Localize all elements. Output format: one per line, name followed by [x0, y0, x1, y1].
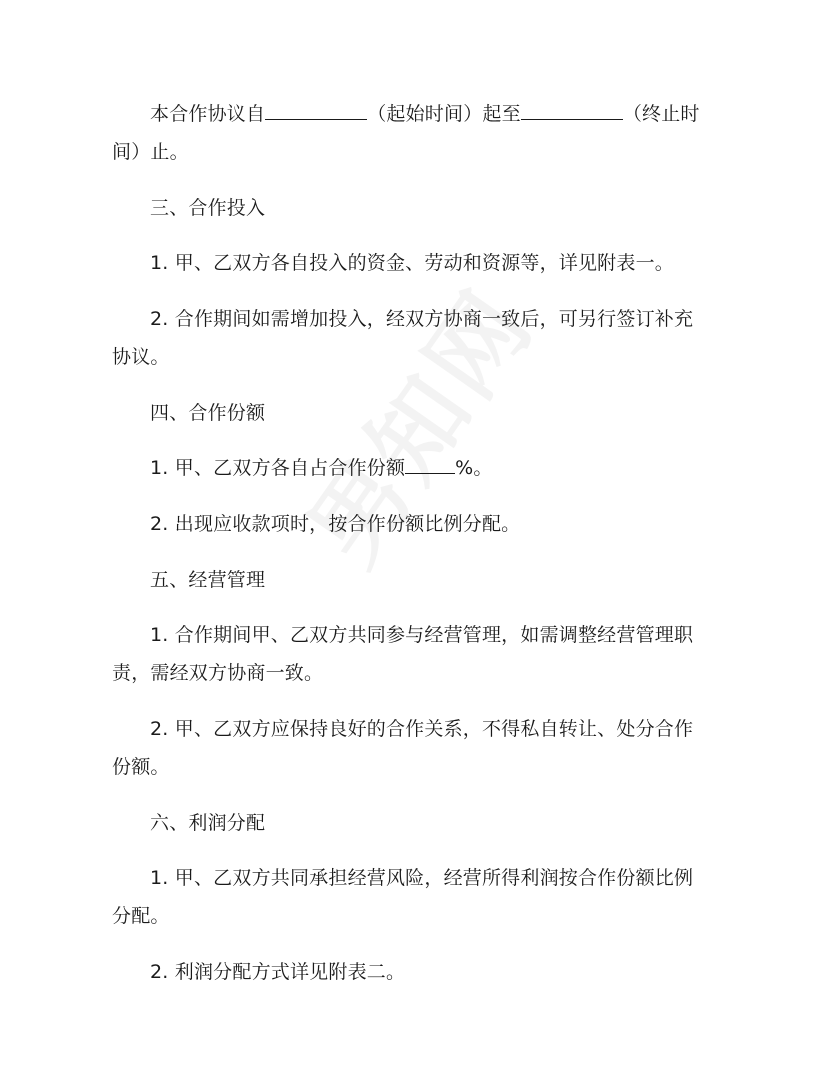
section-5-item-1: 1. 合作期间甲、乙双方共同参与经营管理，如需调整经营管理职责，需经双方协商一致。 — [112, 624, 694, 684]
section-3-item-2: 2. 合作期间如需增加投入，经双方协商一致后，可另行签订补充协议。 — [112, 308, 694, 368]
section-5-item-2: 2. 甲、乙双方应保持良好的合作关系，不得私自转让、处分合作份额。 — [112, 718, 694, 778]
section-5-title: 五、经营管理 — [150, 569, 266, 591]
end-date-blank — [521, 97, 623, 120]
share-prefix: 1. 甲、乙双方各自占合作份额 — [150, 457, 406, 479]
share-percent-blank — [405, 451, 455, 474]
section-4-item-1 — [112, 449, 712, 487]
document-body — [112, 95, 712, 1009]
section-6-title: 六、利润分配 — [150, 812, 266, 834]
section-4-title: 四、合作份额 — [150, 402, 266, 424]
term-paragraph — [112, 95, 712, 171]
term-middle: （起始时间）起至 — [367, 103, 521, 125]
start-date-blank — [265, 97, 367, 120]
share-suffix: %。 — [455, 457, 493, 479]
section-3-title: 三、合作投入 — [150, 197, 266, 219]
section-3-item-1: 1. 甲、乙双方各自投入的资金、劳动和资源等，详见附表一。 — [150, 252, 674, 274]
section-4-item-2: 2. 出现应收款项时，按合作份额比例分配。 — [150, 513, 521, 535]
term-prefix: 本合作协议自 — [150, 103, 266, 125]
section-6-item-1: 1. 甲、乙双方共同承担经营风险，经营所得利润按合作份额比例分配。 — [112, 867, 694, 927]
section-6-item-2: 2. 利润分配方式详见附表二。 — [150, 961, 406, 983]
term-suffix: （终止时间）止。 — [112, 103, 700, 163]
